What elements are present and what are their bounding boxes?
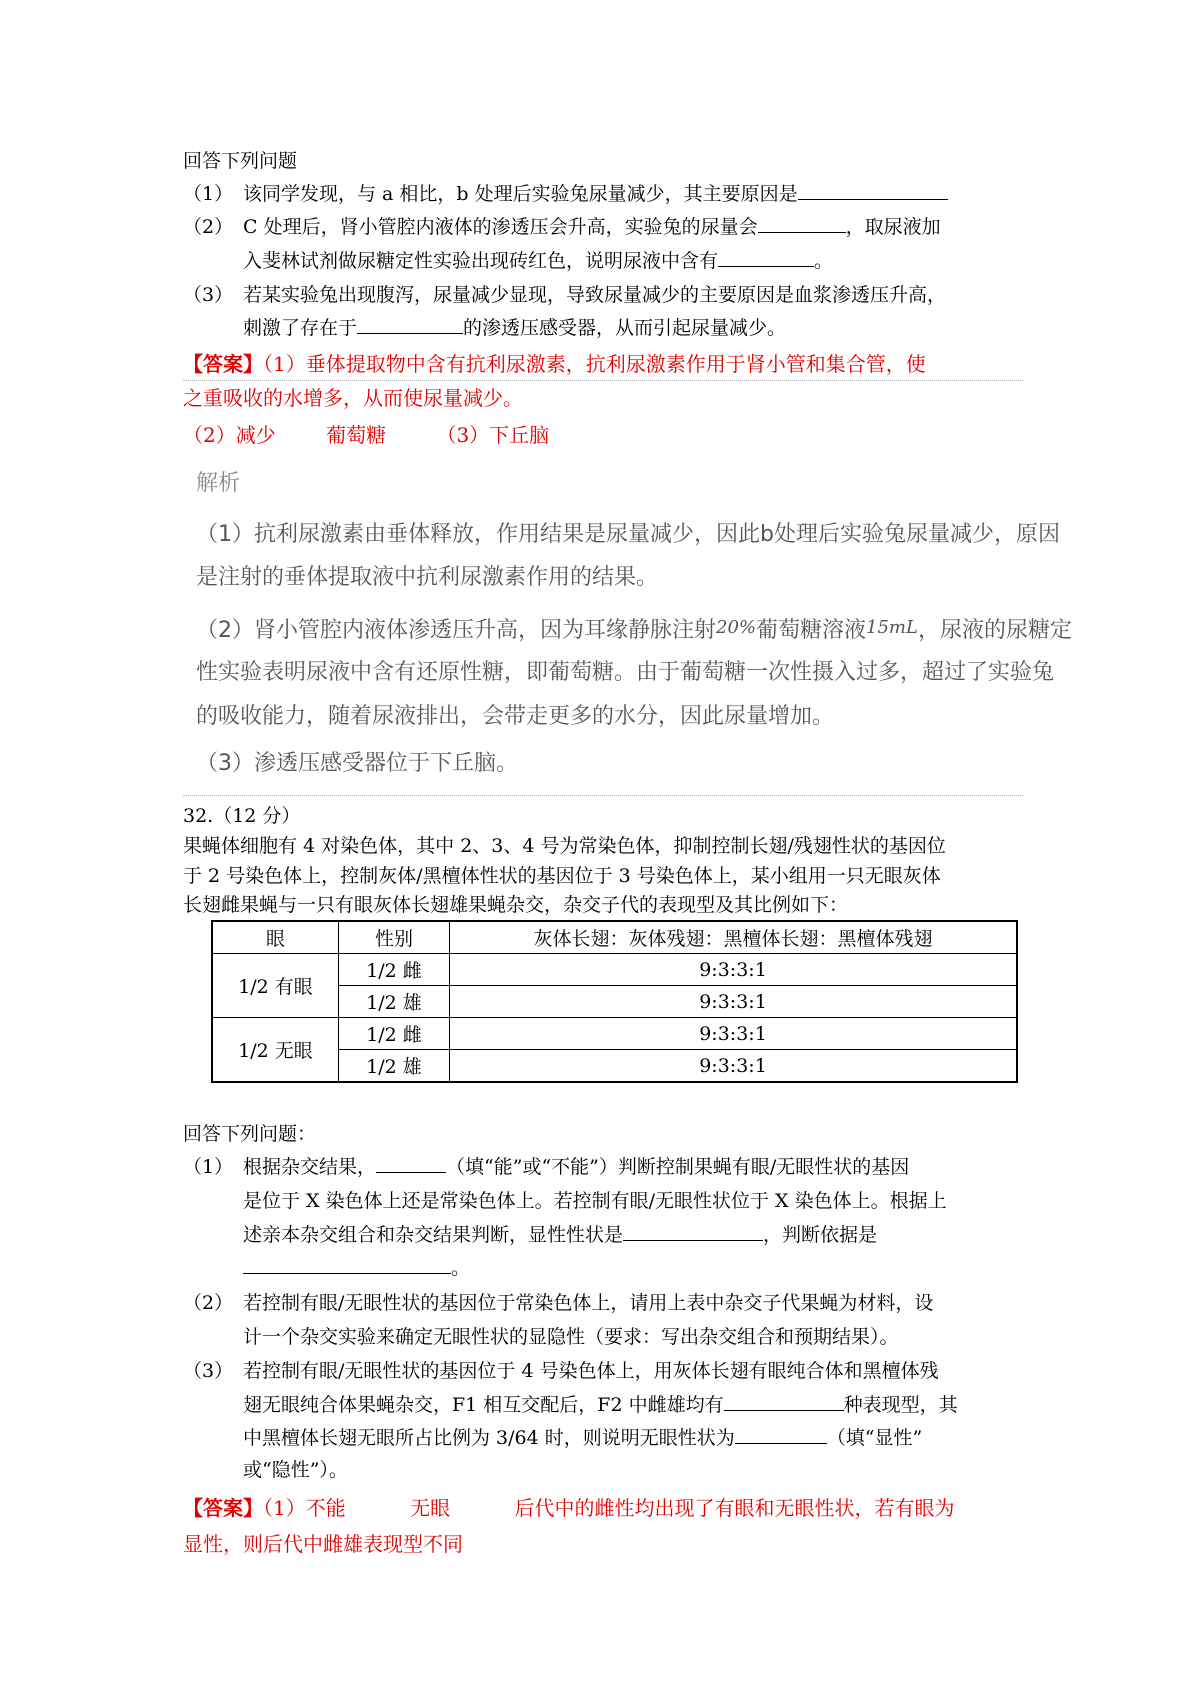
table-cell: 1/2 雄 <box>339 986 450 1018</box>
question-text: C 处理后，肾小管腔内液体的渗透压会升高，实验兔的尿量会 ，取尿液加 <box>243 216 941 238</box>
intro-text: 于 2 号染色体上，控制灰体/黑檀体性状的基因位于 3 号染色体上，某小组用一只无眼灰体 <box>183 865 941 887</box>
question-number: （1） <box>183 183 234 205</box>
table-cell: 9:3:3:1 <box>450 954 1018 986</box>
question-text: 是位于 X 染色体上还是常染色体上。若控制有眼/无眼性状位于 X 染色体上。根据上 <box>243 1190 947 1212</box>
answer-blank <box>357 315 463 334</box>
question-number: （3） <box>183 284 234 306</box>
answer-text: 显性，则后代中雌雄表现型不同 <box>183 1532 463 1556</box>
question-text: 该同学发现，与 a 相比，b 处理后实验兔尿量减少，其主要原因是 <box>243 180 948 208</box>
question-text: 若控制有眼/无眼性状的基因位于 4 号染色体上，用灰体长翅有眼纯合体和黑檀体残 <box>243 1360 939 1382</box>
table-cell: 1/2 雄 <box>339 1050 450 1083</box>
answer-block <box>183 350 926 378</box>
table-cell: 9:3:3:1 <box>450 1050 1018 1083</box>
answer-blank <box>724 1392 844 1411</box>
answer-blank <box>718 248 814 267</box>
analysis-text: 性实验表明尿液中含有还原性糖，即葡萄糖。由于葡萄糖一次性摄入过多，超过了实验兔 <box>196 660 1055 685</box>
intro-text: 长翅雌果蝇与一只有眼灰体长翅雄果蝇杂交，杂交子代的表现型及其比例如下： <box>183 894 849 916</box>
answer-text: （1）垂体提取物中含有抗利尿激素，抗利尿激素作用于肾小管和集合管，使 <box>263 352 926 376</box>
table-header: 灰体长翅：灰体残翅：黑檀体长翅：黑檀体残翅 <box>450 921 1018 954</box>
question-text: 若控制有眼/无眼性状的基因位于常染色体上，请用上表中杂交子代果蝇为材料，设 <box>243 1292 934 1314</box>
table-header: 性别 <box>339 921 450 954</box>
question-text: 计一个杂交实验来确定无眼性状的显隐性（要求：写出杂交组合和预期结果）。 <box>243 1326 899 1348</box>
answer-text: 之重吸收的水增多，从而使尿量减少。 <box>183 386 523 410</box>
question-text: 翅无眼纯合体果蝇杂交，F1 相互交配后，F2 中雌雄均有 种表现型，其 <box>243 1394 958 1416</box>
answer-tag: 【答案】 <box>183 352 263 376</box>
analysis-text: （1）抗利尿激素由垂体释放，作用结果是尿量减少，因此b处理后实验兔尿量减少，原因 <box>196 522 1060 547</box>
table-cell: 1/2 有眼 <box>212 954 339 1018</box>
question-2-continued: 入斐林试剂做尿糖定性实验出现砖红色，说明尿液中含有 。 <box>243 250 834 272</box>
question-text: 或“隐性”）。 <box>243 1459 348 1481</box>
table-row <box>212 954 1017 986</box>
answer-line-3: （2）减少 葡萄糖 （3）下丘脑 <box>183 423 550 447</box>
analysis-text: （3）渗透压感受器位于下丘脑。 <box>196 751 518 776</box>
table-cell: 1/2 无眼 <box>212 1018 339 1083</box>
math-formula: 20% <box>716 617 757 638</box>
intro-text: 果蝇体细胞有 4 对染色体，其中 2、3、4 号为常染色体，抑制控制长翅/残翅性状的基因位 <box>183 835 946 857</box>
analysis-title: 解析 <box>196 471 241 496</box>
answer-blank <box>376 1154 446 1173</box>
answer-tag: 【答案】 <box>183 1496 263 1520</box>
answer-block: 【答案】（1）不能 无眼 后代中的雌性均出现了有眼和无眼性状，若有眼为 <box>183 1496 955 1520</box>
divider <box>183 795 1023 796</box>
analysis-text: 的吸收能力，随着尿液排出，会带走更多的水分，因此尿量增加。 <box>196 704 835 729</box>
question-3-continued: 刺激了存在于 的渗透压感受器，从而引起尿量减少。 <box>243 317 787 339</box>
question-number: （3） <box>183 1360 234 1382</box>
section-header: 回答下列问题： <box>183 1123 317 1145</box>
table-cell: 9:3:3:1 <box>450 986 1018 1018</box>
question-text: 中黑檀体长翅无眼所占比例为 3/64 时，则说明无眼性状为 （填“显性” <box>243 1427 923 1449</box>
question-number: （2） <box>183 216 234 238</box>
phenotype-table <box>211 920 1018 1083</box>
table-row <box>212 1018 1017 1050</box>
table-header-row <box>212 921 1017 954</box>
answer-blank <box>243 1255 451 1274</box>
question-text: 根据杂交结果， （填“能”或“不能”）判断控制果蝇有眼/无眼性状的基因 <box>243 1156 910 1178</box>
analysis-text: 是注射的垂体提取液中抗利尿激素作用的结果。 <box>196 565 659 590</box>
question-text: 述亲本杂交组合和杂交结果判断，显性性状是 ，判断依据是 <box>243 1224 878 1246</box>
question-title: 32.（12 分） <box>183 805 301 827</box>
question-text: 若某实验兔出现腹泻，尿量减少显现，导致尿量减少的主要原因是血浆渗透压升高， <box>243 284 947 306</box>
question-number: （1） <box>183 1156 234 1178</box>
answer-blank <box>758 214 846 233</box>
answer-blank <box>798 181 948 200</box>
analysis-text: （2）肾小管腔内液体渗透压升高，因为耳缘静脉注射20%葡萄糖溶液15mL，尿液的尿糖定 <box>196 617 1072 643</box>
answer-blank <box>623 1222 763 1241</box>
table-cell: 1/2 雌 <box>339 954 450 986</box>
question-number: （2） <box>183 1292 234 1314</box>
answer-blank <box>735 1425 827 1444</box>
table-cell: 1/2 雌 <box>339 1018 450 1050</box>
table-header: 眼 <box>212 921 339 954</box>
divider <box>183 380 1023 381</box>
table-cell: 9:3:3:1 <box>450 1018 1018 1050</box>
section-header: 回答下列问题 <box>183 150 298 172</box>
math-formula: 15mL <box>866 617 918 638</box>
question-text: 。 <box>243 1254 470 1282</box>
